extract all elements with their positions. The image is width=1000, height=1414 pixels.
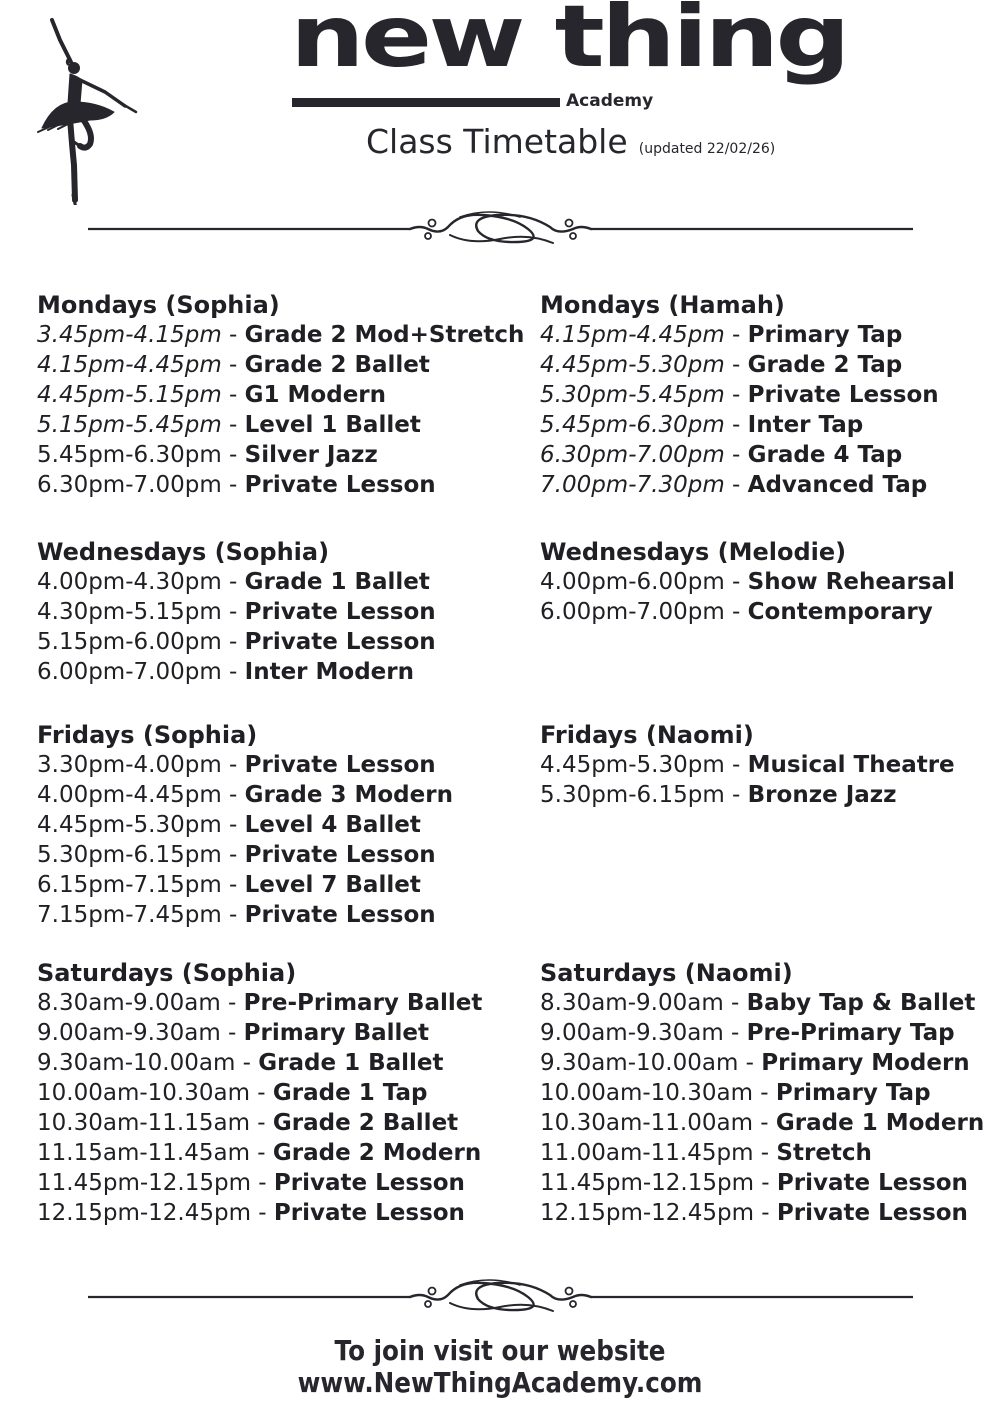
class-entry: 11.45pm-12.15pm - Private Lesson: [37, 1170, 465, 1196]
class-time: 6.30pm-7.00pm: [540, 442, 725, 468]
class-entry: 12.15pm-12.45pm - Private Lesson: [540, 1200, 968, 1226]
class-entry: 6.30pm-7.00pm - Private Lesson: [37, 472, 436, 498]
class-name: Pre-Primary Tap: [746, 1020, 955, 1046]
section-title: Fridays (Naomi): [540, 721, 754, 749]
class-entry: 5.30pm-5.45pm - Private Lesson: [540, 382, 939, 408]
class-time: 3.30pm-4.00pm: [37, 752, 222, 778]
class-time: 4.15pm-4.45pm: [37, 352, 222, 378]
class-name: Inter Tap: [747, 412, 864, 438]
class-time: 4.45pm-5.15pm: [37, 382, 222, 408]
class-name: Grade 2 Modern: [272, 1140, 482, 1166]
class-time: 4.45pm-5.30pm: [540, 352, 725, 378]
class-entry: 11.15am-11.45am - Grade 2 Modern: [37, 1140, 482, 1166]
class-name: Level 7 Ballet: [244, 872, 421, 898]
footer-website: [0, 1366, 1000, 1399]
class-time: 4.30pm-5.15pm: [37, 599, 222, 625]
class-time: 4.00pm-4.45pm: [37, 782, 222, 808]
class-name: Private Lesson: [244, 599, 436, 625]
class-entry: 3.30pm-4.00pm - Private Lesson: [37, 752, 436, 778]
class-name: Contemporary: [747, 599, 933, 625]
class-entry: 12.15pm-12.45pm - Private Lesson: [37, 1200, 465, 1226]
class-entry: 4.45pm-5.15pm - G1 Modern: [37, 382, 387, 408]
class-time: 5.15pm-5.45pm: [37, 412, 222, 438]
class-name: Show Rehearsal: [747, 569, 955, 595]
class-name: Primary Modern: [761, 1050, 970, 1076]
class-entry: 4.45pm-5.30pm - Grade 2 Tap: [540, 352, 903, 378]
class-entry: 6.15pm-7.15pm - Level 7 Ballet: [37, 872, 421, 898]
class-name: Grade 2 Ballet: [272, 1110, 459, 1136]
class-time: 7.00pm-7.30pm: [540, 472, 725, 498]
class-entry: 9.30am-10.00am - Primary Modern: [540, 1050, 970, 1076]
section-title: Mondays (Hamah): [540, 291, 785, 319]
schedule-section: [37, 290, 524, 500]
class-entry: 5.15pm-5.45pm - Level 1 Ballet: [37, 412, 421, 438]
class-time: 6.15pm-7.15pm: [37, 872, 222, 898]
class-name: Grade 4 Tap: [747, 442, 903, 468]
class-entry: 5.45pm-6.30pm - Silver Jazz: [37, 442, 378, 468]
class-time: 10.30am-11.00am: [540, 1110, 753, 1136]
class-time: 8.30am-9.00am: [540, 990, 724, 1016]
class-entry: 4.15pm-4.45pm - Primary Tap: [540, 322, 903, 348]
class-name: Grade 2 Ballet: [244, 352, 430, 378]
class-time: 9.00am-9.30am: [540, 1020, 724, 1046]
logo-subtitle: Academy: [566, 91, 654, 111]
updated-date: (updated 22/02/26): [638, 141, 776, 157]
logo-wordmark: new thing: [290, 0, 847, 87]
class-name: Primary Tap: [775, 1080, 931, 1106]
section-title: Wednesdays (Sophia): [37, 538, 330, 566]
class-entry: 10.00am-10.30am - Grade 1 Tap: [37, 1080, 428, 1106]
class-name: Primary Ballet: [243, 1020, 429, 1046]
ornamental-divider-bottom: [88, 1277, 913, 1317]
class-name: Private Lesson: [776, 1170, 968, 1196]
class-time: 9.00am-9.30am: [37, 1020, 221, 1046]
class-time: 5.30pm-6.15pm: [37, 842, 222, 868]
class-time: 12.15pm-12.45pm: [540, 1200, 754, 1226]
ornamental-divider-top: [88, 209, 913, 249]
class-entry: 10.30am-11.00am - Grade 1 Modern: [540, 1110, 985, 1136]
class-entry: 10.30am-11.15am - Grade 2 Ballet: [37, 1110, 459, 1136]
class-entry: 5.30pm-6.15pm - Private Lesson: [37, 842, 436, 868]
class-time: 10.00am-10.30am: [540, 1080, 753, 1106]
class-name: Grade 1 Ballet: [258, 1050, 444, 1076]
class-time: 5.30pm-5.45pm: [540, 382, 725, 408]
class-time: 11.15am-11.45am: [37, 1140, 250, 1166]
class-name: Silver Jazz: [244, 442, 378, 468]
class-name: Grade 2 Tap: [747, 352, 903, 378]
class-name: Inter Modern: [244, 659, 415, 685]
class-time: 8.30am-9.00am: [37, 990, 221, 1016]
class-entry: 6.30pm-7.00pm - Grade 4 Tap: [540, 442, 903, 468]
class-time: 4.00pm-6.00pm: [540, 569, 725, 595]
class-name: Advanced Tap: [747, 472, 928, 498]
class-time: 4.45pm-5.30pm: [37, 812, 222, 838]
class-name: Private Lesson: [244, 752, 436, 778]
class-time: 11.45pm-12.15pm: [540, 1170, 754, 1196]
class-entry: 5.15pm-6.00pm - Private Lesson: [37, 629, 436, 655]
class-time: 9.30am-10.00am: [37, 1050, 236, 1076]
section-title: Saturdays (Naomi): [540, 959, 793, 987]
class-name: Grade 1 Modern: [775, 1110, 985, 1136]
schedule-section: [37, 958, 482, 1228]
website-link[interactable]: www.NewThingAcademy.com: [297, 1366, 703, 1399]
class-name: G1 Modern: [244, 382, 387, 408]
ballerina-silhouette-icon: [30, 10, 145, 205]
class-time: 5.15pm-6.00pm: [37, 629, 222, 655]
class-time: 4.00pm-4.30pm: [37, 569, 222, 595]
class-name: Private Lesson: [273, 1200, 465, 1226]
class-name: Stretch: [776, 1140, 872, 1166]
section-title: Mondays (Sophia): [37, 291, 280, 319]
class-time: 10.30am-11.15am: [37, 1110, 250, 1136]
class-time: 11.45pm-12.15pm: [37, 1170, 251, 1196]
section-title: Saturdays (Sophia): [37, 959, 297, 987]
class-entry: 7.15pm-7.45pm - Private Lesson: [37, 902, 436, 928]
class-name: Musical Theatre: [747, 752, 955, 778]
schedule-section: [540, 537, 955, 627]
class-entry: 11.45pm-12.15pm - Private Lesson: [540, 1170, 968, 1196]
footer-join-text: To join visit our website: [334, 1334, 666, 1367]
class-name: Grade 2 Mod+Stretch: [244, 322, 525, 348]
class-time: 10.00am-10.30am: [37, 1080, 250, 1106]
class-time: 12.15pm-12.45pm: [37, 1200, 251, 1226]
class-entry: 9.00am-9.30am - Pre-Primary Tap: [540, 1020, 955, 1046]
class-entry: 4.00pm-4.30pm - Grade 1 Ballet: [37, 569, 430, 595]
class-time: 11.00am-11.45pm: [540, 1140, 754, 1166]
class-entry: 10.00am-10.30am - Primary Tap: [540, 1080, 931, 1106]
class-name: Private Lesson: [747, 382, 939, 408]
class-entry: 7.00pm-7.30pm - Advanced Tap: [540, 472, 928, 498]
class-name: Private Lesson: [244, 472, 436, 498]
schedule-section: [540, 290, 939, 500]
academy-logo: [290, 0, 847, 111]
class-entry: 8.30am-9.00am - Baby Tap & Ballet: [540, 990, 976, 1016]
page-title: [366, 122, 775, 161]
class-time: 3.45pm-4.15pm: [37, 322, 222, 348]
class-name: Grade 1 Ballet: [244, 569, 430, 595]
class-entry: 8.30am-9.00am - Pre-Primary Ballet: [37, 990, 483, 1016]
class-entry: 4.30pm-5.15pm - Private Lesson: [37, 599, 436, 625]
section-title: Fridays (Sophia): [37, 721, 258, 749]
class-name: Private Lesson: [244, 842, 436, 868]
class-entry: 11.00am-11.45pm - Stretch: [540, 1140, 872, 1166]
class-time: 6.00pm-7.00pm: [37, 659, 222, 685]
section-title: Wednesdays (Melodie): [540, 538, 847, 566]
class-name: Level 4 Ballet: [244, 812, 421, 838]
footer-call-to-action: [0, 1334, 1000, 1367]
class-name: Bronze Jazz: [747, 782, 897, 808]
timetable-title: Class Timetable: [366, 122, 628, 161]
class-name: Grade 3 Modern: [244, 782, 453, 808]
class-time: 7.15pm-7.45pm: [37, 902, 222, 928]
class-entry: 4.45pm-5.30pm - Level 4 Ballet: [37, 812, 421, 838]
class-time: 5.45pm-6.30pm: [540, 412, 725, 438]
class-entry: 6.00pm-7.00pm - Contemporary: [540, 599, 933, 625]
class-time: 4.45pm-5.30pm: [540, 752, 725, 778]
class-name: Pre-Primary Ballet: [243, 990, 483, 1016]
class-name: Primary Tap: [747, 322, 903, 348]
class-name: Level 1 Ballet: [244, 412, 421, 438]
logo-underline-bar: [292, 98, 560, 107]
class-entry: 4.00pm-4.45pm - Grade 3 Modern: [37, 782, 453, 808]
class-entry: 4.15pm-4.45pm - Grade 2 Ballet: [37, 352, 430, 378]
class-time: 4.15pm-4.45pm: [540, 322, 725, 348]
schedule-section: [37, 720, 453, 930]
class-entry: 9.30am-10.00am - Grade 1 Ballet: [37, 1050, 444, 1076]
class-entry: 3.45pm-4.15pm - Grade 2 Mod+Stretch: [37, 322, 525, 348]
class-name: Private Lesson: [244, 629, 436, 655]
class-time: 6.30pm-7.00pm: [37, 472, 222, 498]
class-entry: 4.00pm-6.00pm - Show Rehearsal: [540, 569, 955, 595]
class-time: 5.30pm-6.15pm: [540, 782, 725, 808]
schedule-section: [37, 537, 436, 687]
class-name: Grade 1 Tap: [272, 1080, 428, 1106]
class-entry: 5.45pm-6.30pm - Inter Tap: [540, 412, 864, 438]
class-time: 9.30am-10.00am: [540, 1050, 739, 1076]
class-name: Private Lesson: [776, 1200, 968, 1226]
schedule-section: [540, 958, 984, 1228]
class-entry: 5.30pm-6.15pm - Bronze Jazz: [540, 782, 897, 808]
class-name: Baby Tap & Ballet: [746, 990, 976, 1016]
class-entry: 6.00pm-7.00pm - Inter Modern: [37, 659, 415, 685]
class-name: Private Lesson: [273, 1170, 465, 1196]
class-entry: 4.45pm-5.30pm - Musical Theatre: [540, 752, 955, 778]
class-entry: 9.00am-9.30am - Primary Ballet: [37, 1020, 429, 1046]
class-time: 6.00pm-7.00pm: [540, 599, 725, 625]
class-time: 5.45pm-6.30pm: [37, 442, 222, 468]
class-name: Private Lesson: [244, 902, 436, 928]
schedule-section: [540, 720, 955, 810]
